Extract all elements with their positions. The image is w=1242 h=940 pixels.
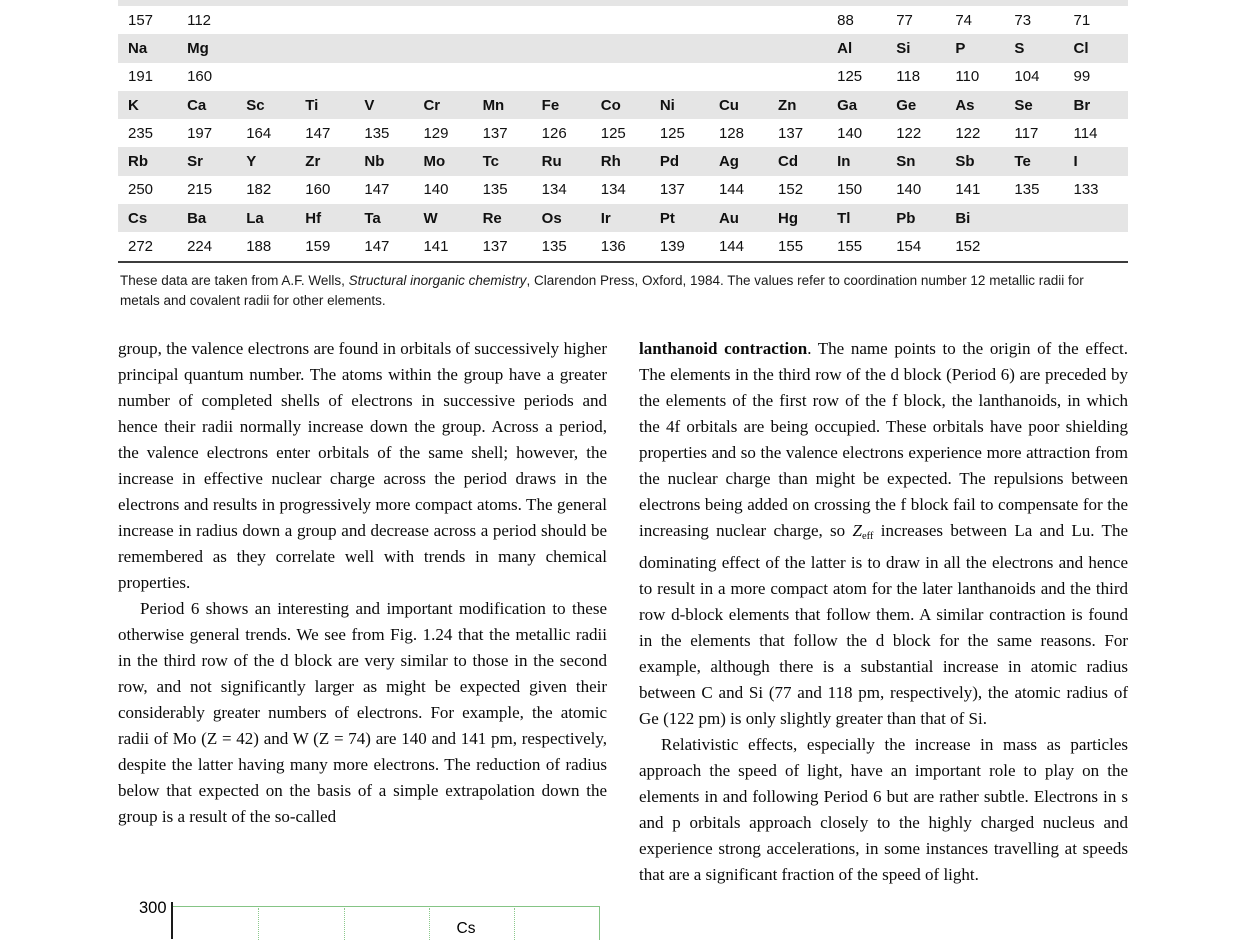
radius-value-cell: 140 (837, 124, 863, 142)
radius-value-cell: 188 (246, 238, 272, 256)
body-paragraph: Period 6 shows an interesting and important modification to these otherwise general trends. We see from Fig. 1.24 that the metallic radii in the third row of the d block are very similar to those in the second row, and not significantly larger as might be expected given their considerably greater numbers of electrons. For example, the atomic radii of Mo (Z = 42) and W (Z = 74) are 140 and 141 pm, respectively, despite the latter having many more electrons. The reduction of radius below that expected on the basis of a simple extrapolation down the group is a result of the so-called (118, 599, 607, 826)
radius-value-cell: 137 (659, 181, 685, 199)
element-symbol-cell: Se (1014, 96, 1033, 114)
radius-value-cell: 125 (600, 124, 626, 142)
radius-value-cell: 155 (778, 238, 804, 256)
gridline (514, 908, 515, 940)
element-symbol-cell: Ti (305, 96, 319, 114)
radius-value-cell: 154 (896, 238, 922, 256)
element-symbol-cell: Ir (600, 209, 611, 227)
radius-value-cell: 128 (718, 124, 744, 142)
radius-value-cell: 140 (896, 181, 922, 199)
element-symbol-cell: As (955, 96, 975, 114)
element-symbol-cell: Ga (837, 96, 858, 114)
radius-value-cell: 122 (955, 124, 981, 142)
zeff-subscript: eff (861, 531, 874, 542)
radius-value-cell: 134 (600, 181, 626, 199)
element-symbol-cell: V (364, 96, 375, 114)
zeff-symbol: Z (852, 521, 862, 540)
atomic-radii-table (118, 0, 1128, 263)
radius-value-row (118, 6, 1128, 34)
radius-value-cell: 191 (128, 68, 154, 86)
radius-value-cell: 137 (482, 124, 508, 142)
radius-value-cell: 164 (246, 124, 272, 142)
element-symbol-cell: S (1014, 39, 1025, 57)
radius-value-cell: 144 (718, 238, 744, 256)
radius-value-cell: 129 (423, 124, 449, 142)
element-symbol-cell: Co (600, 96, 621, 114)
element-symbol-row (118, 34, 1128, 62)
gridline (429, 908, 430, 940)
element-symbol-cell: Pt (659, 209, 675, 227)
element-symbol-cell: Tc (482, 153, 499, 171)
element-symbol-cell: P (955, 39, 966, 57)
right-text-column (639, 336, 1128, 888)
radius-value-cell: 133 (1073, 181, 1099, 199)
element-symbol-cell: Ge (896, 96, 917, 114)
caption-text-pre: These data are taken from A.F. Wells, (120, 273, 349, 288)
element-symbol-cell: Te (1014, 153, 1031, 171)
element-symbol-cell: Pb (896, 209, 916, 227)
element-symbol-cell: Mg (187, 39, 209, 57)
element-symbol-cell: Ru (541, 153, 562, 171)
caption-book-title: Structural inorganic chemistry (348, 273, 527, 288)
element-symbol-cell: Mo (423, 153, 446, 171)
element-symbol-cell: In (837, 153, 851, 171)
radius-value-cell: 147 (364, 181, 390, 199)
radius-value-cell: 141 (423, 238, 449, 256)
element-symbol-cell: Hf (305, 209, 322, 227)
caption-text-post: , Clarendon Press, Oxford, 1984. The values refer to coordination number 12 metallic radii for metals and covalent radii for other elements. (120, 273, 1084, 308)
radius-value-cell: 135 (541, 238, 567, 256)
element-symbol-cell: I (1073, 153, 1078, 171)
table-caption (120, 271, 1120, 310)
radius-value-cell: 137 (482, 238, 508, 256)
radius-value-cell: 99 (1073, 68, 1091, 86)
element-symbol-cell: Ba (187, 209, 207, 227)
radius-value-cell: 157 (128, 11, 154, 29)
radius-value-cell: 141 (955, 181, 981, 199)
element-symbol-cell: Au (718, 209, 739, 227)
element-symbol-cell: Hg (778, 209, 799, 227)
radius-value-row (118, 63, 1128, 91)
element-symbol-cell: Cr (423, 96, 441, 114)
element-symbol-cell: Rb (128, 153, 148, 171)
radius-value-cell: 147 (364, 238, 390, 256)
radius-value-cell: 137 (778, 124, 804, 142)
element-symbol-cell: Ag (718, 153, 739, 171)
radius-value-cell: 114 (1073, 124, 1098, 142)
element-symbol-cell: Cd (778, 153, 799, 171)
radius-value-cell: 117 (1014, 124, 1039, 142)
radius-value-cell: 110 (955, 68, 980, 86)
radius-value-cell: 77 (896, 11, 913, 29)
radius-value-cell: 250 (128, 181, 154, 199)
y-axis-tick-label: 300 (139, 899, 167, 917)
radius-value-cell: 126 (541, 124, 567, 142)
element-symbol-cell: Al (837, 39, 853, 57)
radius-value-cell: 135 (1014, 181, 1040, 199)
radius-value-cell: 118 (896, 68, 921, 86)
plot-area (173, 906, 600, 940)
body-paragraph: Relativistic effects, especially the increase in mass as particles approach the speed of light, have an important role to play on the elements in and following Period 6 but are rather subtle. Electrons in s and p orbitals approach closely to the highly charged nucleus and experience strong accelerations, in some instances travelling at speeds that are a significant fraction of the speed of light. (639, 735, 1128, 884)
element-symbol-cell: Sr (187, 153, 203, 171)
radius-value-cell: 135 (482, 181, 508, 199)
radius-value-cell: 122 (896, 124, 922, 142)
radius-value-cell: 139 (659, 238, 685, 256)
element-symbol-cell: W (423, 209, 438, 227)
radius-value-cell: 125 (659, 124, 685, 142)
radius-value-cell: 125 (837, 68, 863, 86)
element-symbol-cell: K (128, 96, 139, 114)
element-symbol-cell: La (246, 209, 264, 227)
radius-value-cell: 197 (187, 124, 213, 142)
element-symbol-row (118, 91, 1128, 119)
element-symbol-cell: Sn (896, 153, 916, 171)
radius-value-cell: 71 (1073, 11, 1091, 29)
element-symbol-cell: Ni (659, 96, 675, 114)
element-symbol-cell: Zr (305, 153, 321, 171)
element-symbol-cell: Rh (600, 153, 621, 171)
radius-value-cell: 104 (1014, 68, 1040, 86)
radius-value-row (118, 232, 1128, 260)
radius-value-cell: 152 (955, 238, 981, 256)
radius-value-cell: 160 (187, 68, 213, 86)
radius-value-cell: 147 (305, 124, 331, 142)
element-symbol-cell: Ca (187, 96, 207, 114)
element-symbol-cell: Cs (128, 209, 148, 227)
left-text-column (118, 336, 607, 830)
radius-value-cell: 144 (718, 181, 744, 199)
radius-value-cell: 74 (955, 11, 972, 29)
radius-value-cell: 152 (778, 181, 804, 199)
radius-value-row (118, 176, 1128, 204)
body-paragraph: lanthanoid contraction. The name points to the origin of the effect. The elements in the third row of the d block (Period 6) are preceded by the elements of the first row of the f block, the lanthanoids, in which the 4f orbitals are being occupied. These orbitals have poor shielding properties and so the valence electrons experience more attraction from the nuclear charge than might be expected. The repulsions between electrons being added on crossing the f block fail to compensate for the increasing nuclear charge, so $Z_{eff}$ increases between La and Lu. The dominating effect of the latter is to draw in all the electrons and hence to result in a more compact atom for the later lanthanoids and the third row d-block elements that follow them. A similar contraction is found in the elements that follow the d block for the same reasons. For example, although there is a substantial increase in atomic radius between C and Si (77 and 118 pm, respectively), the atomic radius of Ge (122 pm) is only slightly greater than that of Si. (639, 339, 1128, 728)
radius-value-cell: 134 (541, 181, 567, 199)
radius-value-cell: 160 (305, 181, 331, 199)
element-symbol-cell: Zn (778, 96, 797, 114)
radius-value-cell: 159 (305, 238, 331, 256)
figure-1-24-partial (118, 895, 618, 939)
radius-value-cell: 235 (128, 124, 154, 142)
element-symbol-row (118, 204, 1128, 232)
element-symbol-cell: Si (896, 39, 911, 57)
element-symbol-cell: Br (1073, 96, 1091, 114)
radii-table-rows (118, 0, 1128, 261)
element-symbol-cell: Sb (955, 153, 975, 171)
radius-value-row (118, 119, 1128, 147)
element-symbol-cell: Sc (246, 96, 265, 114)
element-symbol-cell: Re (482, 209, 502, 227)
element-symbol-cell: Ta (364, 209, 381, 227)
element-symbol-cell: Tl (837, 209, 851, 227)
element-symbol-cell: Os (541, 209, 562, 227)
radius-value-cell: 135 (364, 124, 390, 142)
radius-value-cell: 182 (246, 181, 272, 199)
element-symbol-cell: Na (128, 39, 148, 57)
element-symbol-cell: Fe (541, 96, 560, 114)
element-symbol-cell: Mn (482, 96, 505, 114)
radius-value-cell: 88 (837, 11, 854, 29)
radius-value-cell: 136 (600, 238, 626, 256)
radius-value-cell: 73 (1014, 11, 1032, 29)
radius-value-cell: 215 (187, 181, 213, 199)
radius-value-cell: 112 (187, 11, 212, 29)
element-symbol-cell: Cl (1073, 39, 1089, 57)
element-symbol-cell: Nb (364, 153, 385, 171)
element-symbol-cell: Y (246, 153, 257, 171)
radius-value-cell: 150 (837, 181, 863, 199)
radius-value-cell: 155 (837, 238, 863, 256)
element-symbol-row (118, 147, 1128, 175)
data-point-label: Cs (456, 920, 476, 937)
gridline (344, 908, 345, 940)
element-symbol-cell: Cu (718, 96, 739, 114)
gridline (258, 908, 259, 940)
element-symbol-cell: Pd (659, 153, 680, 171)
radius-value-cell: 272 (128, 238, 154, 256)
body-paragraph: group, the valence electrons are found in orbitals of successively higher principal quantum number. The atoms within the group have a greater number of completed shells of electrons in successive periods and hence their radii normally increase down the group. Across a period, the valence electrons enter orbitals of the same shell; however, the increase in effective nuclear charge across the period draws in the electrons and results in progressively more compact atoms. The general increase in radius down a group and decrease across a period should be remembered as they correlate well with trends in many chemical properties. (118, 339, 607, 592)
element-symbol-cell: Bi (955, 209, 971, 227)
radius-value-cell: 140 (423, 181, 449, 199)
radius-value-cell: 224 (187, 238, 213, 256)
bold-term: lanthanoid contraction (639, 339, 808, 358)
